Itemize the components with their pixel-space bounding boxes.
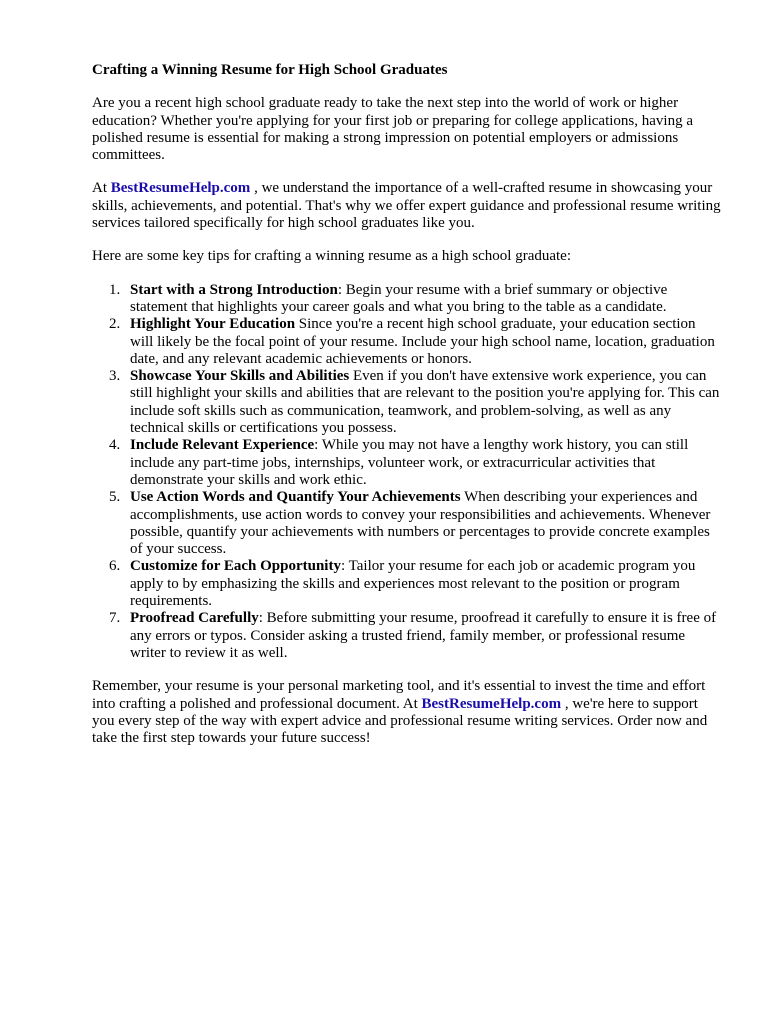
tip-number: 1. — [109, 281, 121, 298]
tip-term: Include Relevant Experience — [130, 437, 315, 454]
closing-paragraph — [92, 678, 722, 747]
tip-number: 4. — [109, 437, 121, 454]
tip-term: Use Action Words and Quantify Your Achievements — [130, 489, 461, 506]
tip-number: 6. — [109, 558, 121, 575]
tip-item — [92, 558, 722, 610]
tip-item — [92, 282, 722, 317]
service-text-after: , we understand the importance of a well-crafted resume in showcasing your skills, achievements, and potential. That's why we offer expert guidance and professional resume writing services tailored specifically for high school graduates like you. — [92, 180, 721, 232]
tips-list — [92, 282, 722, 663]
tip-number: 5. — [109, 489, 121, 506]
tip-number: 3. — [109, 368, 121, 385]
bestresumehelp-link[interactable]: BestResumeHelp.com — [110, 180, 251, 197]
tip-term: Customize for Each Opportunity — [130, 558, 341, 575]
closing-text-after: , we're here to support you every step of the way with expert advice and professional resume writing services. Order now and take the first step towards your future success! — [92, 695, 708, 747]
tip-term: Showcase Your Skills and Abilities — [130, 368, 350, 385]
tip-item — [92, 437, 722, 489]
service-text-before: At — [92, 180, 111, 197]
tip-number: 2. — [109, 316, 121, 333]
tip-term: Start with a Strong Introduction — [130, 281, 338, 298]
tip-text: Begin your resume with a brief summary or objective statement that highlights your career goals and what you bring to the table as a candidate. — [130, 281, 668, 315]
tips-intro: Here are some key tips for crafting a winning resume as a high school graduate: — [92, 248, 572, 265]
tip-text: While you may not have a lengthy work history, you can still include any part-time jobs, internships, volunteer work, or extracurricular activities that demonstrate your skills and work ethic. — [130, 437, 689, 488]
tip-separator: : — [258, 610, 267, 627]
tip-text: Before submitting your resume, proofread it carefully to ensure it is free of any errors or typos. Consider asking a trusted friend, family member, or professional resume writer to review it as well. — [130, 610, 717, 661]
tip-item — [92, 489, 722, 558]
document-body — [92, 62, 722, 763]
tip-item — [92, 316, 722, 368]
tip-separator: : — [314, 437, 322, 454]
tip-text: Even if you don't have extensive work experience, you can still highlight your skills and abilities that are relevant to the position you're applying for. This can include soft skills such as communication, teamwork, and problem-solving, as well as any technical skills or certifications you possess. — [130, 368, 720, 437]
service-paragraph — [92, 180, 722, 232]
closing-text-before: Remember, your resume is your personal marketing tool, and it's essential to invest the time and effort into crafting a polished and professional document. At — [92, 678, 706, 712]
intro-paragraph: Are you a recent high school graduate ready to take the next step into the world of work or higher education? Whether you're applying for your first job or preparing for college applications, having a polished resume is essential for making a strong impression on potential employers or admissions committees. — [92, 95, 693, 164]
tip-text: Since you're a recent high school graduate, your education section will likely be the focal point of your resume. Include your high school name, location, graduation date, and any relevant academic achievements or honors. — [130, 316, 715, 367]
bestresumehelp-link-closing[interactable]: BestResumeHelp.com — [421, 695, 562, 712]
tip-term: Highlight Your Education — [130, 316, 296, 333]
tip-item — [92, 610, 722, 662]
tip-item — [92, 368, 722, 437]
tip-number: 7. — [109, 610, 121, 627]
tip-separator: : — [337, 281, 346, 298]
tip-text: Tailor your resume for each job or academic program you apply to by emphasizing the skills and experiences most relevant to the position or program requirements. — [130, 558, 696, 610]
tip-term: Proofread Carefully — [130, 610, 259, 627]
tip-text: When describing your experiences and accomplishments, use action words to convey your responsibilities and achievements. Whenever possible, quantify your achievements with numbers or percentages to provide concrete examples of your success. — [130, 489, 711, 558]
document-title: Crafting a Winning Resume for High School Graduates — [92, 62, 448, 78]
tip-separator: : — [340, 558, 349, 575]
